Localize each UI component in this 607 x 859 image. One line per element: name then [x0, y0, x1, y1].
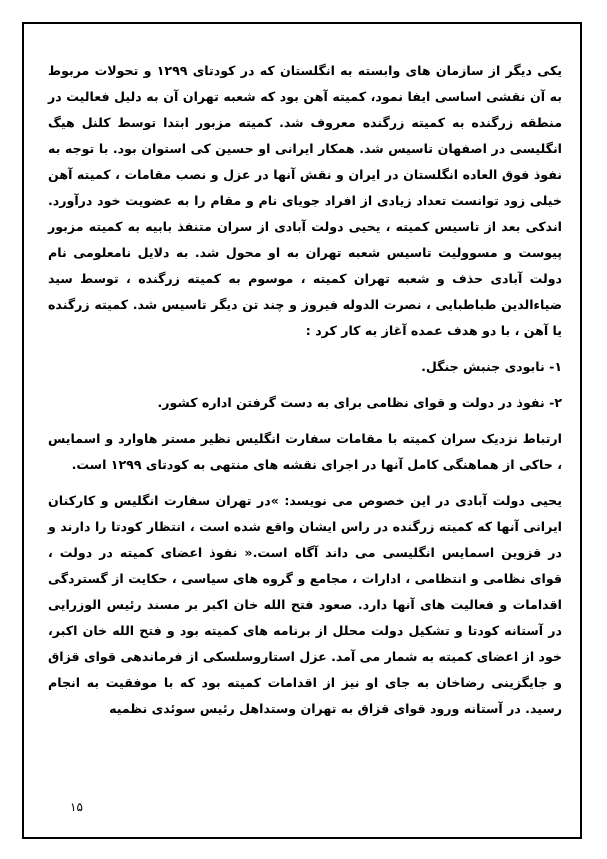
list-item-1: ۱- نابودی جنبش جنگل. — [421, 359, 562, 374]
paragraph-1: یکی دیگر از سازمان های وابسته به انگلستان که در کودتای ۱۲۹۹ و تحولات مربوط به آن نقشی اساسی ایفا نمود، کمیته آهن بود که شعبه تهران آن به دلیل فعالیت در منطقه زرگنده به کمیته زرگنده معروف شد. کمیته مزبور ابتدا توسط کلنل هیگ انگلیسی در اصفهان تاسیس شد. همکار ایرانی او حسین کی استوان بود. با توجه به نفوذ فوق العاده انگلستان در ایران و نقش آنها در عزل و نصب مقامات ، کمیته آهن خیلی زود توانست تعداد زیادی از افراد جویای نام و مقام را به عضویت خود درآورد. اندکی بعد از تاسیس کمیته ، یحیی دولت آبادی از سران متنفذ بابیه به کمیته مزبور پیوست و مسوولیت تاسیس شعبه تهران به او محول شد. به دلایل نامعلومی نام دولت آبادی حذف و شعبه تهران کمیته ، موسوم به کمیته زرگنده ، توسط سید ضیاءالدین طباطبایی ، نصرت الدوله فیروز و چند تن دیگر تاسیس شد. کمیته زرگنده یا آهن ، با دو هدف عمده آغاز به کار کرد : — [48, 63, 562, 338]
paragraph-2: ارتباط نزدیک سران کمیته با مقامات سفارت انگلیس نظیر مستر هاوارد و اسمایس ، حاکی از هماهنگی کامل آنها در اجرای نقشه های منتهی به کودتای ۱۲۹۹ است. — [48, 431, 562, 472]
list-item-2: ۲- نفوذ در دولت و قوای نظامی برای به دست گرفتن اداره کشور. — [157, 395, 562, 410]
document-body — [48, 58, 562, 722]
paragraph-3: یحیی دولت آبادی در این خصوص می نویسد: »در تهران سفارت انگلیس و کارکنان ایرانی آنها که کمیته زرگنده در راس ایشان واقع شده است ، انتظار کودتا را دارند و در قزوین اسمایس انگلیسی می داند آگاه است.« نفوذ اعضای کمیته در دولت ، قوای نظامی و انتظامی ، ادارات ، مجامع و گروه های سیاسی ، حکایت از گستردگی اقدامات و فعالیت های آنها دارد. صعود فتح الله خان اکبر بر مسند رئیس الوزرایی در آستانه کودتا و تشکیل دولت محلل از برنامه های کمیته بود و فتح الله خان اکبر، خود از اعضای کمیته به شمار می آمد. عزل استاروسلسکی از فرماندهی قوای قزاق و جایگزینی رضاخان به جای او نیز از اقدامات کمیته بود که با موفقیت به انجام رسید. در آستانه ورود قوای قزاق به تهران وستداهل رئیس سوئدی نظمیه — [48, 493, 562, 716]
page-number: ۱۵ — [70, 800, 83, 814]
